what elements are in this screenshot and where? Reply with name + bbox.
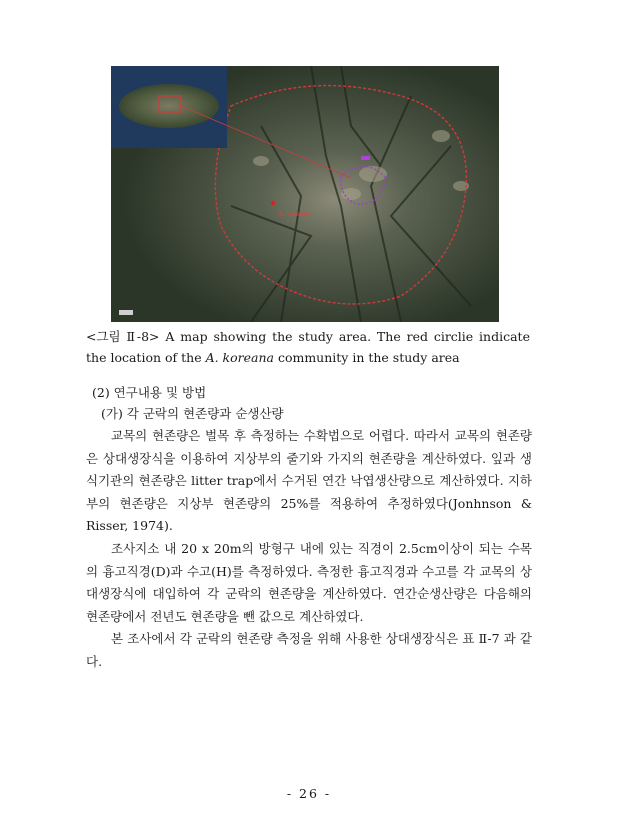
page-number: - 26 -: [286, 786, 332, 801]
scale-bar: [119, 310, 133, 315]
satellite-map-graphic: [111, 66, 499, 322]
map-label: A. koreana: [279, 211, 311, 218]
figure-caption: <그림 Ⅱ-8> A map showing the study area. The red circlie indicate the location of the A. koreana community in the study area: [86, 329, 530, 365]
species-name: A. koreana: [205, 350, 274, 365]
section-heading: (2) 연구내용 및 방법: [92, 385, 207, 400]
body-text: [86, 425, 532, 674]
study-area-map: [111, 66, 499, 322]
figure-label: <그림 Ⅱ-8>: [86, 329, 160, 344]
subsection-heading: (가) 각 군락의 현존량과 순생산량: [101, 406, 284, 421]
paragraph-1: 교목의 현존량은 벌목 후 측정하는 수확법으로 어렵다. 따라서 교목의 현존량은 상대생장식을 이용하여 지상부의 줄기와 가지의 현존량을 계산하였다. 잎과 생식기관의 현존량은 litter trap에서 수거된 연간 낙엽생산량으로 계산하였다. 지하부의 현존량은 지상부 현존량의 25%를 적용하여 추정하였다(Jonhnson & Risser, 1974).: [86, 428, 532, 534]
paragraph-2: 조사지소 내 20 x 20m의 방형구 내에 있는 직경이 2.5cm이상이 되는 수목의 흉고직경(D)과 수고(H)를 측정하였다. 측정한 흉고직경과 수고를 각 교목의 상대생장식에 대입하여 각 군락의 현존량을 계산하였다. 연간순생산량은 다음해의 현존량에서 전년도 현존량을 뺀 값으로 계산하였다.: [86, 540, 532, 624]
paragraph-3: 본 조사에서 각 군락의 현존량 측정을 위해 사용한 상대생장식은 표 Ⅱ-7 과 같다.: [86, 631, 532, 669]
